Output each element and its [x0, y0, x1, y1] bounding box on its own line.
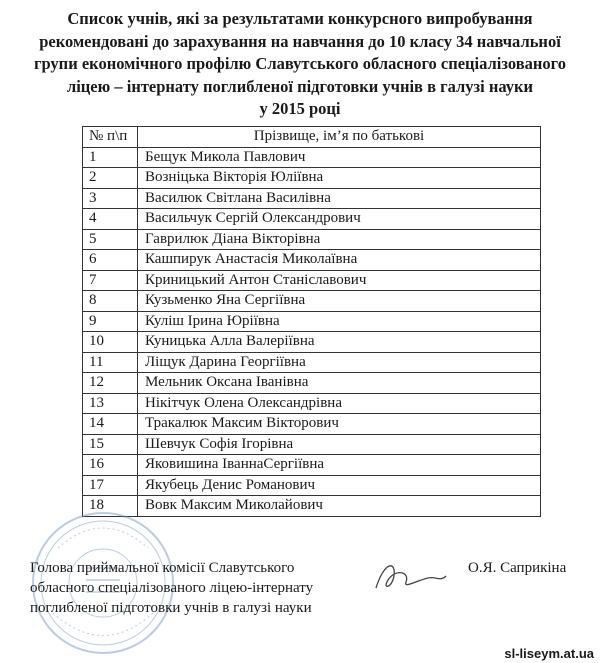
signatory-name: О.Я. Саприкіна — [468, 560, 567, 576]
title-line-1: Список учнів, які за результатами конкурсного випробування — [67, 9, 533, 28]
signature-block — [30, 558, 313, 618]
student-full-name: Васильчук Сергій Олександрович — [138, 209, 541, 230]
title-line-2: рекомендовані до зарахування на навчання до 10 класу 34 навчальної — [39, 31, 561, 51]
students-table — [82, 126, 541, 517]
row-number: 14 — [83, 414, 138, 435]
table-row — [83, 373, 541, 394]
row-number: 17 — [83, 475, 138, 496]
row-number: 16 — [83, 455, 138, 476]
row-number: 6 — [83, 250, 138, 271]
row-number: 8 — [83, 291, 138, 312]
header-full-name: Прізвище, ім’я по батькові — [138, 127, 541, 148]
row-number: 7 — [83, 270, 138, 291]
student-full-name: Шевчук Софія Ігорівна — [138, 434, 541, 455]
table-row — [83, 147, 541, 168]
table-row — [83, 270, 541, 291]
title-line-4: ліцею – інтернату поглибленої підготовки учнів в галузі науки — [66, 76, 534, 96]
row-number: 5 — [83, 229, 138, 250]
student-full-name: Кузьменко Яна Сергіївна — [138, 291, 541, 312]
student-full-name: Ліщук Дарина Георгіївна — [138, 352, 541, 373]
student-full-name: Куницька Алла Валеріївна — [138, 332, 541, 353]
table-row — [83, 414, 541, 435]
student-full-name: Бещук Микола Павлович — [138, 147, 541, 168]
student-full-name: Куліш Ірина Юріївна — [138, 311, 541, 332]
student-full-name: Вовк Максим Миколайович — [138, 496, 541, 517]
table-row — [83, 291, 541, 312]
row-number: 13 — [83, 393, 138, 414]
row-number: 18 — [83, 496, 138, 517]
table-row — [83, 209, 541, 230]
row-number: 11 — [83, 352, 138, 373]
student-full-name: Василюк Світлана Василівна — [138, 188, 541, 209]
row-number: 2 — [83, 168, 138, 189]
student-full-name: Яковишина ІваннаСергіївна — [138, 455, 541, 476]
student-full-name: Якубець Денис Романович — [138, 475, 541, 496]
table-row — [83, 332, 541, 353]
table-header-row — [83, 127, 541, 148]
table-row — [83, 475, 541, 496]
site-url-link[interactable]: sl-liseym.at.ua — [504, 646, 594, 661]
table-row — [83, 352, 541, 373]
table-row — [83, 393, 541, 414]
table-row — [83, 229, 541, 250]
table-row — [83, 250, 541, 271]
signature-line-1: Голова приймальної комісії Славутського — [30, 560, 295, 576]
handwritten-signature — [370, 558, 450, 598]
document-title — [30, 8, 570, 121]
table-row — [83, 168, 541, 189]
table-row — [83, 188, 541, 209]
student-full-name: Тракалюк Максим Вікторович — [138, 414, 541, 435]
title-line-5: у 2015 році — [259, 99, 341, 118]
student-full-name: Возніцька Вікторія Юліївна — [138, 168, 541, 189]
student-full-name: Гаврилюк Діана Вікторівна — [138, 229, 541, 250]
row-number: 12 — [83, 373, 138, 394]
row-number: 10 — [83, 332, 138, 353]
row-number: 9 — [83, 311, 138, 332]
header-number: № п\п — [83, 127, 138, 148]
row-number: 1 — [83, 147, 138, 168]
student-full-name: Криницький Антон Станіславович — [138, 270, 541, 291]
student-full-name: Мельник Оксана Іванівна — [138, 373, 541, 394]
table-row — [83, 455, 541, 476]
row-number: 3 — [83, 188, 138, 209]
row-number: 4 — [83, 209, 138, 230]
title-line-3: групи економічного профілю Славутського обласного спеціалізованого — [33, 54, 567, 73]
row-number: 15 — [83, 434, 138, 455]
table-row — [83, 311, 541, 332]
signature-line-3: поглибленої підготовки учнів в галузі науки — [30, 600, 312, 616]
student-full-name: Кашпирук Анастасія Миколаївна — [138, 250, 541, 271]
table-row — [83, 434, 541, 455]
student-full-name: Нікітчук Олена Олександрівна — [138, 393, 541, 414]
signature-line-2: обласного спеціалізованого ліцею-інтернату — [30, 580, 314, 596]
